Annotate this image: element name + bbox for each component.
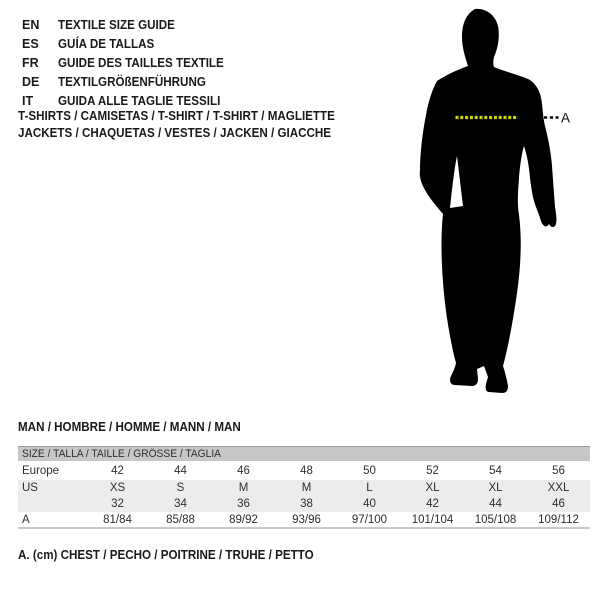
language-label: GUIDA ALLE TAGLIE TESSILI bbox=[58, 93, 221, 108]
size-cell: 42 bbox=[111, 464, 124, 477]
size-cell: 48 bbox=[300, 464, 313, 477]
size-cell: 40 bbox=[363, 498, 376, 510]
row-label: Europe bbox=[22, 464, 60, 477]
size-cell: 101/104 bbox=[411, 513, 454, 526]
table-row-chest-cm bbox=[18, 512, 590, 527]
size-cell: M bbox=[301, 482, 312, 494]
gender-heading: MAN / HOMBRE / HOMME / MANN / MAN bbox=[18, 420, 241, 434]
size-table-header-label: SIZE / TALLA / TAILLE / GRÖSSE / TAGLIA bbox=[22, 448, 222, 460]
size-cell: 105/108 bbox=[474, 513, 517, 526]
language-row-es bbox=[22, 34, 236, 53]
language-label: GUÍA DE TALLAS bbox=[58, 36, 155, 51]
size-cell: XS bbox=[109, 482, 126, 494]
language-code: EN bbox=[22, 17, 40, 32]
size-table-header-row bbox=[18, 447, 590, 461]
size-cell: 81/84 bbox=[103, 513, 132, 526]
size-cell: 34 bbox=[174, 498, 187, 510]
language-list bbox=[22, 15, 236, 110]
category-lines bbox=[18, 108, 359, 141]
table-row-us bbox=[18, 480, 590, 496]
language-row-fr bbox=[22, 53, 236, 72]
language-row-de bbox=[22, 72, 236, 91]
row-label: US bbox=[22, 482, 38, 494]
man-silhouette bbox=[420, 9, 557, 393]
size-cell: 93/96 bbox=[292, 513, 321, 526]
size-cell: 44 bbox=[174, 464, 187, 477]
table-row-europe bbox=[18, 461, 590, 480]
size-cell: 109/112 bbox=[538, 513, 579, 526]
language-code: DE bbox=[22, 74, 40, 89]
size-cell: M bbox=[238, 482, 249, 494]
language-code: IT bbox=[22, 93, 34, 108]
size-cell: S bbox=[176, 482, 185, 494]
size-cell: 36 bbox=[237, 498, 250, 510]
striped-rows bbox=[18, 480, 590, 512]
language-row-en bbox=[22, 15, 236, 34]
measurement-footnote: A. (cm) CHEST / PECHO / POITRINE / TRUHE / PETTO bbox=[18, 548, 314, 562]
size-cell: XL bbox=[425, 482, 440, 494]
row-label: A bbox=[22, 513, 30, 526]
size-table bbox=[18, 446, 590, 529]
language-code: FR bbox=[22, 55, 39, 70]
size-cell: 46 bbox=[237, 464, 250, 477]
size-cell: 38 bbox=[300, 498, 313, 510]
category-line-jackets: JACKETS / CHAQUETAS / VESTES / JACKEN / GIACCHE bbox=[18, 125, 332, 140]
language-label: GUIDE DES TAILLES TEXTILE bbox=[58, 55, 224, 70]
size-cell: 97/100 bbox=[351, 513, 388, 526]
language-code: ES bbox=[22, 36, 39, 51]
category-line-tshirts: T-SHIRTS / CAMISETAS / T-SHIRT / T-SHIRT / MAGLIETTE bbox=[18, 109, 335, 123]
size-cell: 46 bbox=[552, 498, 565, 510]
language-label: TEXTILGRÖßENFÜHRUNG bbox=[58, 74, 206, 89]
size-cell: L bbox=[366, 482, 373, 494]
size-cell: 32 bbox=[111, 498, 124, 510]
size-cell: XL bbox=[488, 482, 503, 494]
size-cell: 54 bbox=[489, 464, 502, 477]
size-cell: 85/88 bbox=[166, 513, 195, 526]
size-cell: 44 bbox=[489, 498, 502, 510]
language-label: TEXTILE SIZE GUIDE bbox=[58, 17, 175, 32]
size-cell: 56 bbox=[552, 464, 565, 477]
size-cell: 42 bbox=[426, 498, 439, 510]
table-row-us-numeric bbox=[18, 496, 590, 512]
size-cell: 50 bbox=[363, 464, 376, 477]
size-cell: XXL bbox=[547, 482, 570, 494]
size-cell: 89/92 bbox=[229, 513, 258, 526]
size-cell: 52 bbox=[426, 464, 439, 477]
measure-label-a: A bbox=[561, 110, 571, 126]
